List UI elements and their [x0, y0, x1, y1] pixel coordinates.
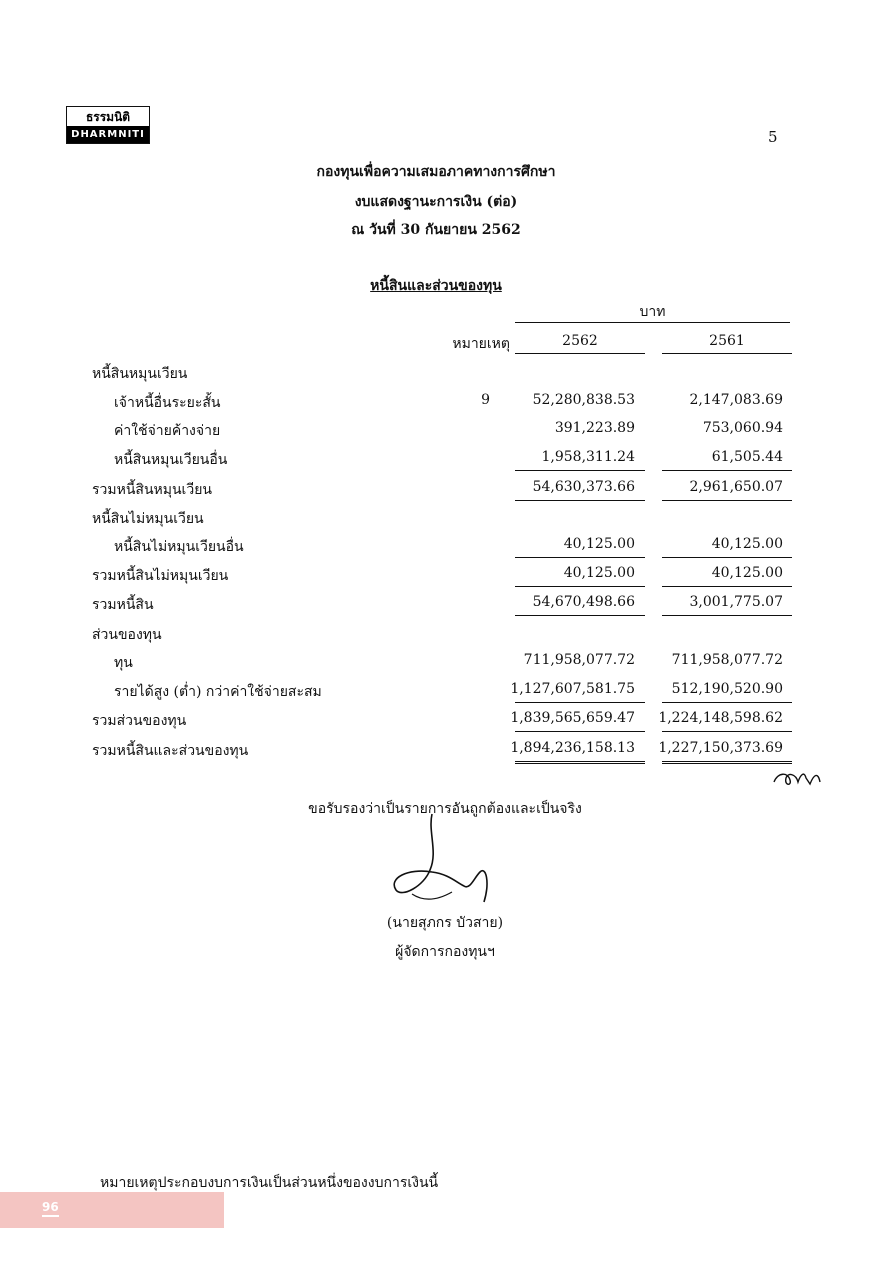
row-label: หนี้สินไม่หมุนเวียนอื่น [114, 539, 244, 555]
note-column-header: หมายเหตุ [452, 336, 510, 352]
table-row [0, 624, 892, 648]
statement-title: งบแสดงฐานะการเงิน (ต่อ) [354, 194, 518, 210]
row-label: รวมหนี้สินหมุนเวียน [92, 482, 212, 498]
row-value-2562: 52,280,838.53 [532, 392, 635, 408]
row-label: ทุน [114, 655, 133, 671]
page-number: 5 [768, 128, 778, 146]
book-page-number: 96 [42, 1200, 59, 1217]
subtotal-rule [662, 557, 792, 558]
total-rule [662, 586, 792, 587]
row-label: หนี้สินหมุนเวียน [92, 366, 188, 382]
row-value-2561: 40,125.00 [711, 536, 783, 552]
year2-underline [662, 353, 792, 354]
row-value-2561: 711,958,077.72 [671, 652, 783, 668]
subtotal-rule [662, 702, 792, 703]
total-rule [515, 615, 645, 616]
row-value-2562: 1,839,565,659.47 [510, 710, 635, 726]
total-rule [662, 731, 792, 732]
grand-total-double-rule [515, 761, 645, 766]
row-label: เจ้าหนี้อื่นระยะสั้น [114, 395, 221, 411]
row-label: รวมหนี้สิน [92, 597, 154, 613]
row-label: หนี้สินไม่หมุนเวียน [92, 511, 204, 527]
total-rule [662, 500, 792, 501]
row-value-2561: 512,190,520.90 [671, 681, 783, 697]
row-value-2561: 2,147,083.69 [689, 392, 783, 408]
row-value-2562: 1,127,607,581.75 [510, 681, 635, 697]
signer-name: (นายสุภกร บัวสาย) [386, 915, 504, 931]
table-row [0, 392, 892, 416]
total-rule [662, 615, 792, 616]
row-value-2562: 40,125.00 [563, 565, 635, 581]
logo-thai-text: ธรรมนิติ [67, 107, 149, 127]
book-page-bar [0, 1192, 224, 1228]
row-value-2561: 40,125.00 [711, 565, 783, 581]
signer-title: ผู้จัดการกองทุนฯ [395, 944, 495, 960]
row-label: รวมหนี้สินและส่วนของทุน [92, 743, 249, 759]
row-label: หนี้สินหมุนเวียนอื่น [114, 452, 228, 468]
signature [372, 812, 502, 922]
year1-underline [515, 353, 645, 354]
row-value-2562: 391,223.89 [554, 420, 635, 436]
fund-name: กองทุนเพื่อความเสมอภาคทางการศึกษา [316, 164, 556, 180]
row-value-2562: 711,958,077.72 [523, 652, 635, 668]
row-value-2561: 61,505.44 [711, 449, 783, 465]
subtotal-rule [515, 557, 645, 558]
row-value-2561: 1,224,148,598.62 [658, 710, 783, 726]
row-value-2562: 40,125.00 [563, 536, 635, 552]
section-title: หนี้สินและส่วนของทุน [370, 278, 502, 294]
row-value-2562: 1,894,236,158.13 [510, 740, 635, 756]
total-rule [515, 731, 645, 732]
row-label: รวมหนี้สินไม่หมุนเวียน [92, 568, 229, 584]
certification-statement: ขอรับรองว่าเป็นรายการอันถูกต้องและเป็นจริง [308, 801, 582, 817]
row-value-2562: 1,958,311.24 [541, 449, 635, 465]
row-value-2562: 54,630,373.66 [532, 479, 635, 495]
row-value-2561: 1,227,150,373.69 [658, 740, 783, 756]
subtotal-rule [662, 470, 792, 471]
row-value-2561: 3,001,775.07 [689, 594, 783, 610]
total-rule [515, 586, 645, 587]
statement-date: ณ วันที่ 30 กันยายน 2562 [351, 222, 521, 238]
footnote: หมายเหตุประกอบงบการเงินเป็นส่วนหนึ่งของงบการเงินนี้ [100, 1175, 439, 1191]
row-value-2562: 54,670,498.66 [532, 594, 635, 610]
year-2561-header: 2561 [709, 333, 745, 349]
initials-mark [770, 764, 826, 790]
unit-underline [515, 322, 790, 323]
year-2562-header: 2562 [562, 333, 598, 349]
logo-latin-text: DHARMNITI [67, 126, 149, 143]
row-value-2561: 753,060.94 [702, 420, 783, 436]
row-label: ค่าใช้จ่ายค้างจ่าย [114, 423, 221, 439]
table-row [0, 652, 892, 676]
table-row [0, 508, 892, 532]
subtotal-rule [515, 470, 645, 471]
row-label: รายได้สูง (ต่ำ) กว่าค่าใช้จ่ายสะสม [114, 684, 322, 700]
row-note: 9 [481, 392, 490, 408]
table-row [0, 363, 892, 387]
table-row [0, 420, 892, 444]
total-rule [515, 500, 645, 501]
row-value-2561: 2,961,650.07 [689, 479, 783, 495]
row-label: รวมส่วนของทุน [92, 713, 187, 729]
subtotal-rule [515, 702, 645, 703]
row-label: ส่วนของทุน [92, 627, 162, 643]
dharmniti-logo [66, 106, 150, 144]
currency-unit: บาท [639, 304, 666, 320]
